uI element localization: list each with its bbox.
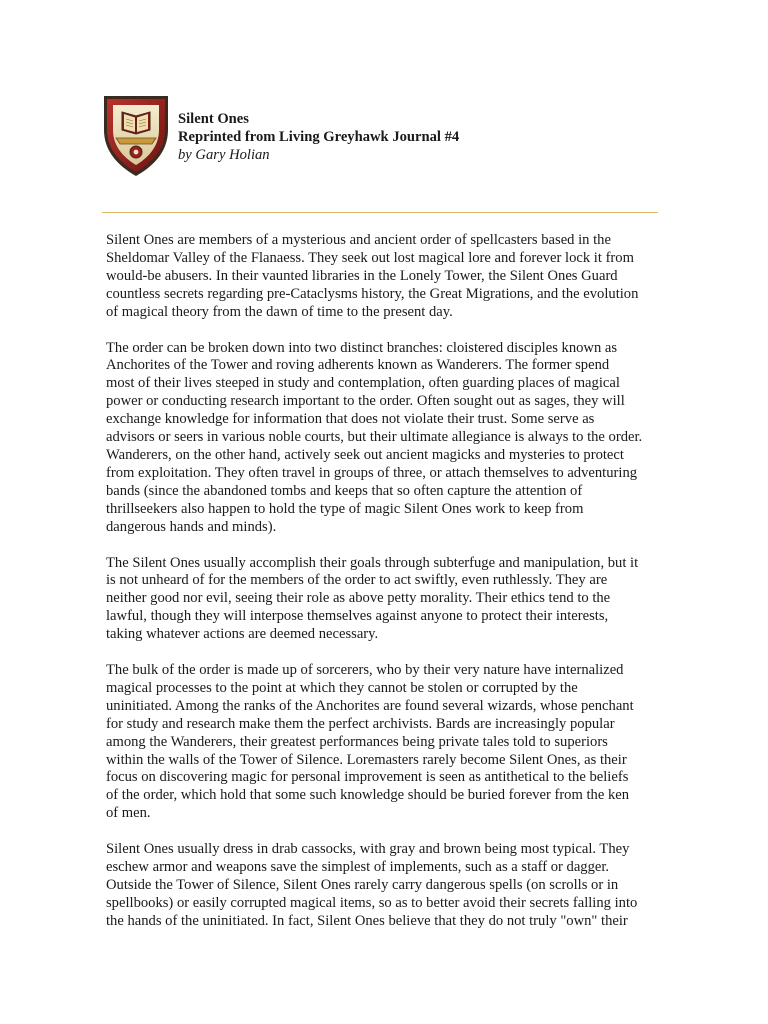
text-line: Wanderers, on the other hand, actively seek out ancient magicks and mysteries to protect <box>106 446 624 463</box>
text-line: The Silent Ones usually accomplish their goals through subterfuge and manipulation, but it <box>106 554 639 571</box>
text-line: power or conducting research important to the order. Often sought out as sages, they will <box>106 393 625 410</box>
text-line: taking whatever actions are deemed necessary. <box>106 626 379 643</box>
text-line: within the walls of the Tower of Silence. Loremasters rarely become Silent Ones, as their <box>106 751 627 768</box>
text-line: focus on discovering magic for personal improvement is seen as antithetical to the beliefs <box>106 769 629 786</box>
text-line: neither good nor evil, seeing their role as above petty morality. Their ethics tend to the <box>106 590 611 607</box>
text-line: countless secrets regarding pre-Cataclysms history, the Great Migrations, and the evolution <box>106 285 639 302</box>
text-line: thrillseekers also happen to hold the type of magic Silent Ones work to keep from <box>106 500 584 517</box>
paragraph <box>106 662 662 823</box>
text-line: bands (since the abandoned tombs and keeps that so often capture the attention of <box>106 482 583 499</box>
text-line: uninitiated. Among the ranks of the Anchorites are found several wizards, whose penchant <box>106 697 634 714</box>
heraldic-shield-book-icon <box>102 94 170 178</box>
paragraph <box>106 232 662 322</box>
text-line: among the Wanderers, their greatest performances being private tales told to superiors <box>106 733 608 750</box>
article-author: by Gary Holian <box>178 147 270 163</box>
text-line: of magical theory from the dawn of time to the present day. <box>106 303 453 320</box>
text-line: of the order, which hold that some such knowledge should be buried forever from the ken <box>106 787 630 804</box>
text-line: lawful, though they will interpose themselves against anyone to protect their interests, <box>106 608 609 625</box>
text-line: of men. <box>106 805 151 822</box>
text-line: from exploitation. They often travel in groups of three, or attach themselves to adventuring <box>106 464 638 481</box>
text-line: advisors or seers in various noble courts, but their ultimate allegiance is always to the order. <box>106 429 643 446</box>
text-line: Silent Ones are members of a mysterious and ancient order of spellcasters based in the <box>106 232 611 248</box>
title-block <box>178 110 459 164</box>
text-line: Outside the Tower of Silence, Silent Ones rarely carry dangerous spells (on scrolls or in <box>106 877 619 893</box>
paragraph <box>106 340 662 537</box>
text-line: The bulk of the order is made up of sorcerers, who by their very nature have internalized <box>106 662 624 679</box>
text-line: magical processes to the point at which they cannot be stolen or corrupted by the <box>106 679 578 696</box>
text-line: eschew armor and weapons save the simplest of implements, such as a staff or dagger. <box>106 859 610 876</box>
text-line: for study and research make them the perfect archivists. Bards are increasingly popular <box>106 715 615 732</box>
text-line: Sheldomar Valley of the Flanaess. They seek out lost magical lore and forever lock it from <box>106 249 634 266</box>
article-source: Reprinted from Living Greyhawk Journal #4 <box>178 129 460 145</box>
text-line: The order can be broken down into two distinct branches: cloistered disciples known as <box>106 339 618 356</box>
text-line: is not unheard of for the members of the order to act swiftly, even ruthlessly. They are <box>106 572 608 589</box>
text-line: the hands of the uninitiated. In fact, Silent Ones believe that they do not truly "own" their <box>106 912 628 929</box>
article-body <box>106 232 662 949</box>
text-line: dangerous hands and minds). <box>106 518 277 535</box>
article-title: Silent Ones <box>178 111 249 127</box>
text-line: most of their lives steeped in study and contemplation, often guarding places of magical <box>106 375 620 392</box>
text-line: Anchorites of the Tower and roving adherents known as Wanderers. The former spend <box>106 357 610 374</box>
article-header <box>102 94 662 194</box>
text-line: Silent Ones usually dress in drab cassocks, with gray and brown being most typical. They <box>106 841 630 858</box>
text-line: spellbooks) or easily corrupted magical items, so as to better avoid their secrets falling into <box>106 894 638 911</box>
paragraph <box>106 841 662 931</box>
paragraph <box>106 555 662 645</box>
horizontal-rule <box>102 212 658 213</box>
text-line: would-be abusers. In their vaunted libraries in the Lonely Tower, the Silent Ones Guard <box>106 267 618 284</box>
text-line: exchange knowledge for information that does not violate their trust. Some serve as <box>106 411 595 428</box>
